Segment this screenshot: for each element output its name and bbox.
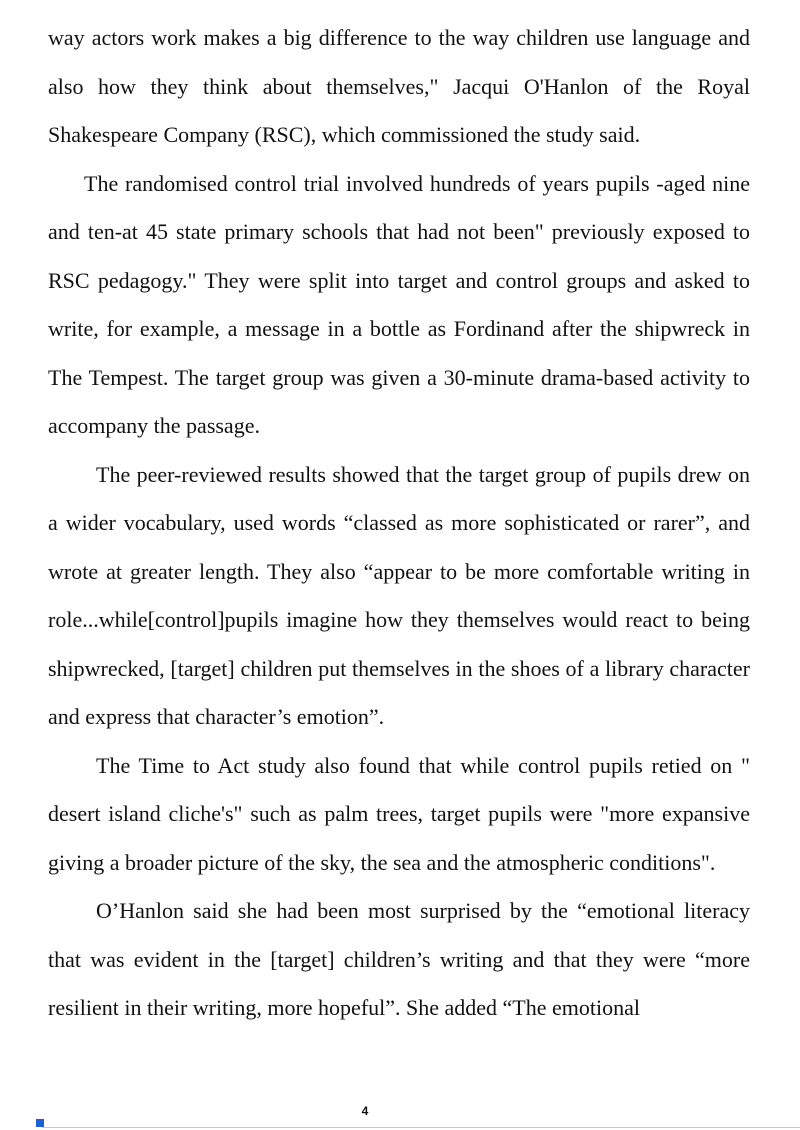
body-text: [48, 14, 750, 1033]
page-number: 4: [361, 1104, 369, 1118]
footer-divider: [42, 1127, 800, 1128]
square-marker-icon: [36, 1119, 44, 1127]
paragraph-2: The randomised control trial involved hundreds of years pupils -aged nine and ten-at 45 state primary schools that had not been" previously exposed to RSC pedagogy." They were split into target and control groups and asked to write, for example, a message in a bottle as Fordinand after the shipwreck in The Tempest. The target group was given a 30-minute drama-based activity to accompany the passage.: [48, 170, 750, 438]
paragraph-4: The Time to Act study also found that while control pupils retied on " desert island cliche's" such as palm trees, target pupils were "more expansive giving a broader picture of the sky, the sea and the atmospheric conditions".: [48, 752, 750, 875]
paragraph-3: The peer-reviewed results showed that the target group of pupils drew on a wider vocabulary, used words “classed as more sophisticated or rarer”, and wrote at greater length. They also “appear to be more comfortable writing in role...while[control]pupils imagine how they themselves would react to being shipwrecked, [target] children put themselves in the shoes of a library character and express that character’s emotion”.: [48, 461, 750, 729]
paragraph-5: O’Hanlon said she had been most surprised by the “emotional literacy that was evident in the [target] children’s writing and that they were “more resilient in their writing, more hopeful”. She added “The emotional: [48, 898, 750, 1020]
paragraph-1: way actors work makes a big difference to the way children use language and also how they think about themselves," Jacqui O'Hanlon of the Royal Shakespeare Company (RSC), which commissioned the study said.: [48, 25, 750, 147]
